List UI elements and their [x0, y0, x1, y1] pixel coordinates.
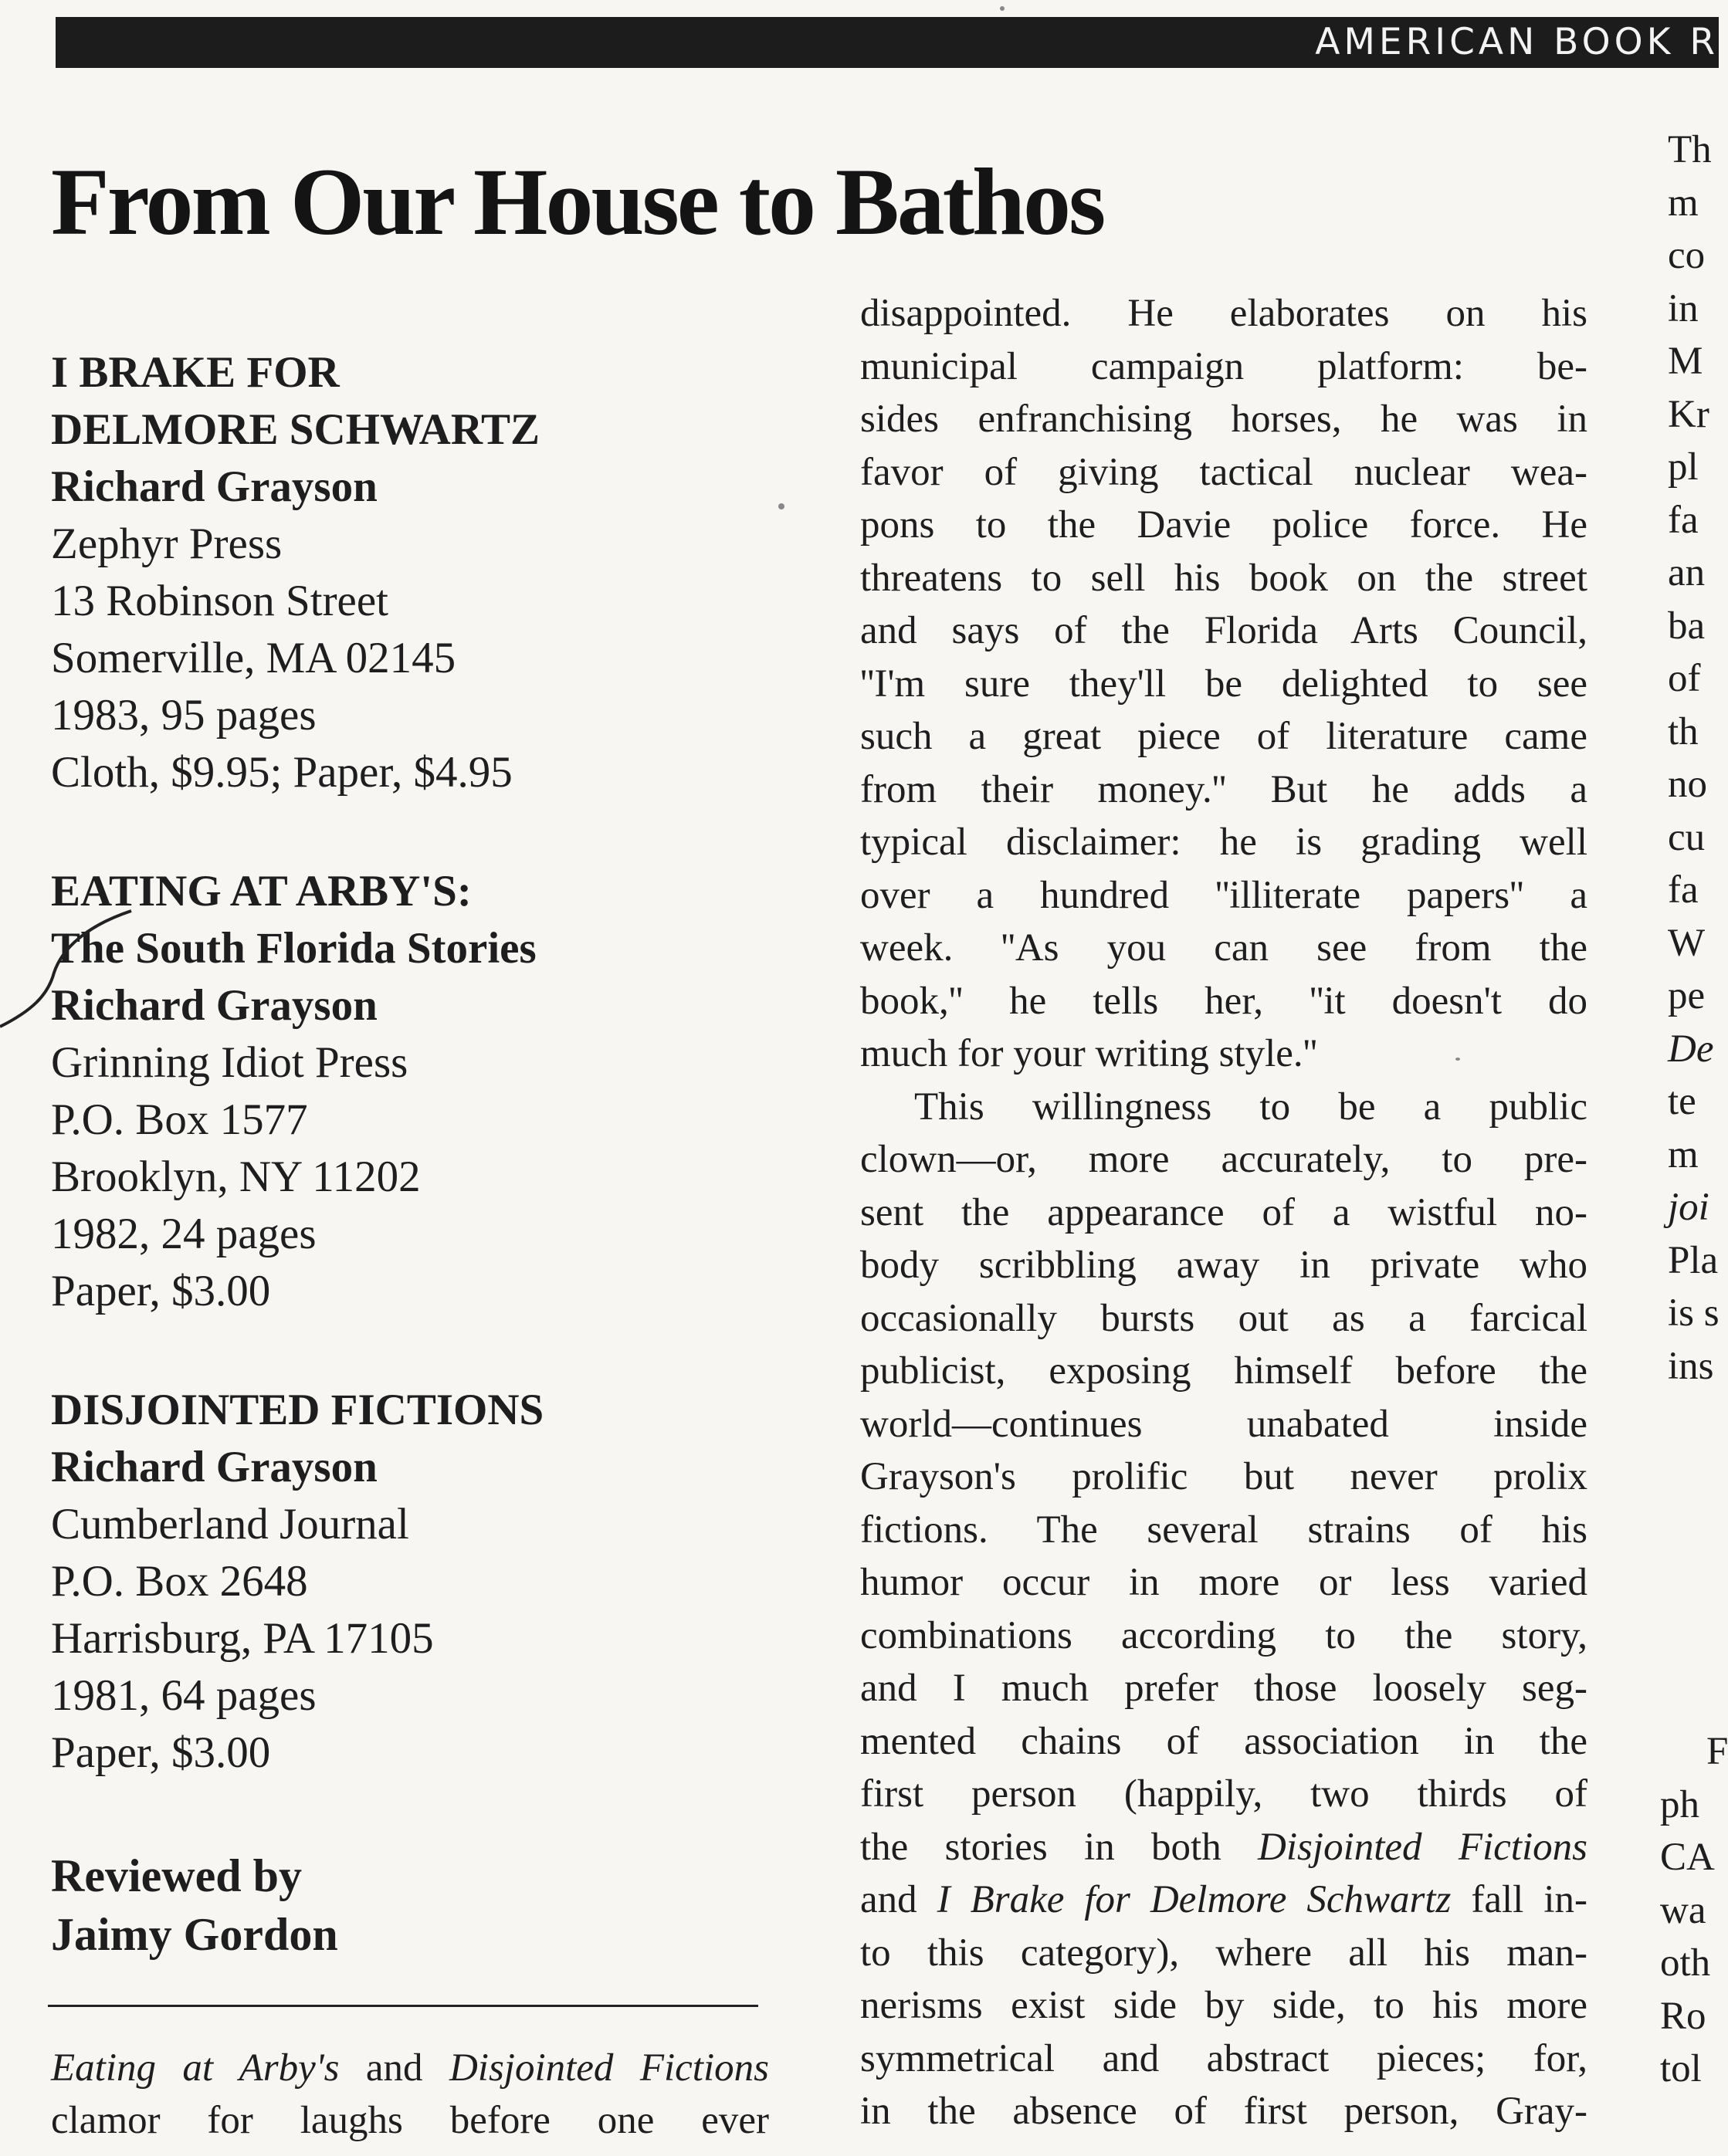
cut-off-fragment: oth — [1660, 1941, 1711, 1985]
cut-off-fragment: no — [1668, 763, 1707, 806]
body-line: Grayson's prolific but never prolix — [860, 1455, 1587, 1498]
cut-off-fragment: W — [1668, 921, 1706, 965]
body-text: fall in- — [1451, 1878, 1587, 1921]
book-title-italic: I Brake for Delmore Schwartz — [937, 1878, 1452, 1921]
book-publisher: Cumberland Journal — [51, 1500, 409, 1548]
body-text: and — [860, 1878, 937, 1921]
cut-off-fragment: Kr — [1668, 392, 1709, 436]
cut-off-fragment: ins — [1668, 1344, 1714, 1388]
body-line: and says of the Florida Arts Council, — [860, 609, 1587, 652]
cut-off-fragment: of — [1668, 657, 1701, 700]
body-line: to this category), where all his man- — [860, 1931, 1587, 1975]
book-price: Paper, $3.00 — [51, 1728, 271, 1777]
book-listing — [51, 863, 792, 1320]
body-line: world—continues unabated inside — [860, 1402, 1587, 1446]
cut-off-fragment: Pla — [1668, 1238, 1719, 1282]
body-line: humor occur in more or less varied — [860, 1561, 1587, 1604]
body-line: municipal campaign platform: be- — [860, 344, 1587, 388]
body-text: the stories in both — [860, 1825, 1259, 1869]
body-line: fictions. The several strains of his — [860, 1508, 1587, 1552]
book-street: P.O. Box 2648 — [51, 1557, 308, 1606]
book-author: Richard Grayson — [51, 1443, 378, 1491]
body-line: symmetrical and abstract pieces; for, — [860, 2036, 1587, 2080]
cut-off-fragment: De — [1668, 1027, 1714, 1071]
body-line: book,'' he tells her, ''it doesn't do — [860, 979, 1587, 1023]
cut-off-fragment: joi — [1668, 1186, 1709, 1229]
book-title-italic: Disjointed Fictions — [1258, 1825, 1587, 1869]
cut-off-column-top — [1668, 124, 1719, 1393]
book-title-line: EATING AT ARBY'S: — [51, 867, 472, 916]
book-publisher: Zephyr Press — [51, 520, 283, 568]
cut-off-fragment: F — [1706, 1730, 1728, 1773]
body-line: mented chains of association in the — [860, 1719, 1587, 1763]
body-line: pons to the Davie police force. He — [860, 503, 1587, 547]
body-line: week. ''As you can see from the — [860, 926, 1587, 970]
divider — [48, 2005, 758, 2007]
lead-line: clamor for laughs before one ever — [51, 2099, 769, 2142]
cut-off-fragment: wa — [1660, 1888, 1706, 1932]
cut-off-fragment: tol — [1660, 2047, 1702, 2090]
body-line: combinations according to the story, — [860, 1613, 1587, 1657]
article-headline: From Our House to Bathos — [51, 149, 1104, 255]
book-title-italic: Disjointed Fictions — [449, 2046, 769, 2090]
book-city: Harrisburg, PA 17105 — [51, 1614, 434, 1663]
body-line: threatens to sell his book on the street — [860, 556, 1587, 600]
cut-off-fragment: te — [1668, 1080, 1696, 1123]
body-line: first person (happily, two thirds of — [860, 1772, 1587, 1816]
body-line: nerisms exist side by side, to his more — [860, 1984, 1587, 2027]
cut-off-fragment: in — [1668, 286, 1699, 330]
cut-off-fragment: pl — [1668, 445, 1699, 489]
body-line: typical disclaimer: he is grading well — [860, 821, 1587, 864]
book-price: Paper, $3.00 — [51, 1267, 271, 1315]
book-year-pages: 1983, 95 pages — [51, 691, 317, 740]
reviewer-name: Jaimy Gordon — [51, 1909, 338, 1960]
body-line: and I much prefer those loosely seg- — [860, 1667, 1587, 1710]
cut-off-fragment: CA — [1660, 1836, 1715, 1879]
body-line: much for your writing style.'' — [860, 1032, 1318, 1075]
reviewer-label: Reviewed by — [51, 1850, 302, 1901]
body-line: over a hundred ''illiterate papers'' a — [860, 873, 1587, 917]
reviewer-credit — [51, 1846, 338, 1964]
body-line: clown—or, more accurately, to pre- — [860, 1138, 1587, 1181]
cut-off-fragment: is s — [1668, 1291, 1720, 1335]
cut-off-fragment: fa — [1668, 498, 1699, 542]
body-line — [860, 1873, 1587, 1927]
book-year-pages: 1981, 64 pages — [51, 1671, 317, 1720]
body-line: sides enfranchising horses, he was in — [860, 398, 1587, 441]
cut-off-fragment: pe — [1668, 974, 1706, 1017]
cut-off-fragment: fa — [1668, 868, 1699, 912]
book-listing — [51, 344, 792, 801]
publication-name: AMERICAN BOOK R — [1315, 21, 1719, 63]
body-line: in the absence of first person, Gray- — [860, 2090, 1587, 2133]
body-line: body scribbling away in private who — [860, 1244, 1587, 1287]
cut-off-fragment: ph — [1660, 1782, 1699, 1826]
book-publisher: Grinning Idiot Press — [51, 1038, 408, 1087]
book-title-line: DELMORE SCHWARTZ — [51, 405, 540, 454]
cut-off-fragment: M — [1668, 340, 1703, 383]
cut-off-column-bottom — [1660, 1725, 1728, 2096]
body-line: disappointed. He elaborates on his — [860, 292, 1587, 335]
book-city: Somerville, MA 02145 — [51, 634, 456, 682]
pencil-mark-icon — [0, 911, 154, 1034]
cut-off-fragment: m — [1668, 181, 1699, 225]
body-line: favor of giving tactical nuclear wea- — [860, 450, 1587, 494]
book-year-pages: 1982, 24 pages — [51, 1210, 317, 1258]
lead-line — [51, 2042, 769, 2094]
book-listing — [51, 1382, 792, 1782]
cut-off-fragment: th — [1668, 709, 1699, 753]
book-street: 13 Robinson Street — [51, 577, 388, 625]
body-line: from their money.'' But he adds a — [860, 767, 1587, 811]
body-line: such a great piece of literature came — [860, 715, 1587, 758]
book-price: Cloth, $9.95; Paper, $4.95 — [51, 748, 513, 797]
book-street: P.O. Box 1577 — [51, 1095, 308, 1144]
lead-paragraph — [51, 2042, 769, 2147]
book-title-line: The South Florida Stories — [51, 924, 537, 973]
cut-off-fragment: Th — [1668, 128, 1712, 171]
paper-speck — [1000, 6, 1005, 11]
body-line: This willingness to be a public — [914, 1085, 1587, 1129]
body-line — [860, 1821, 1587, 1874]
book-city: Brooklyn, NY 11202 — [51, 1152, 421, 1201]
cut-off-fragment: Ro — [1660, 1994, 1706, 2038]
body-line: occasionally bursts out as a farcical — [860, 1296, 1587, 1340]
book-title-line: DISJOINTED FICTIONS — [51, 1386, 544, 1434]
cut-off-fragment: ba — [1668, 604, 1706, 648]
body-column — [860, 287, 1587, 2138]
book-author: Richard Grayson — [51, 462, 378, 511]
book-title-line: I BRAKE FOR — [51, 348, 340, 397]
cut-off-fragment: cu — [1668, 815, 1706, 859]
book-author: Richard Grayson — [51, 981, 378, 1030]
body-line: ''I'm sure they'll be delighted to see — [860, 662, 1587, 706]
cut-off-fragment: co — [1668, 234, 1706, 277]
cut-off-fragment: m — [1668, 1132, 1699, 1176]
body-line: publicist, exposing himself before the — [860, 1349, 1587, 1393]
cut-off-fragment: an — [1668, 551, 1706, 594]
body-line: sent the appearance of a wistful no- — [860, 1190, 1587, 1234]
lead-text: and — [339, 2046, 449, 2090]
book-title-italic: Eating at Arby's — [51, 2046, 340, 2090]
